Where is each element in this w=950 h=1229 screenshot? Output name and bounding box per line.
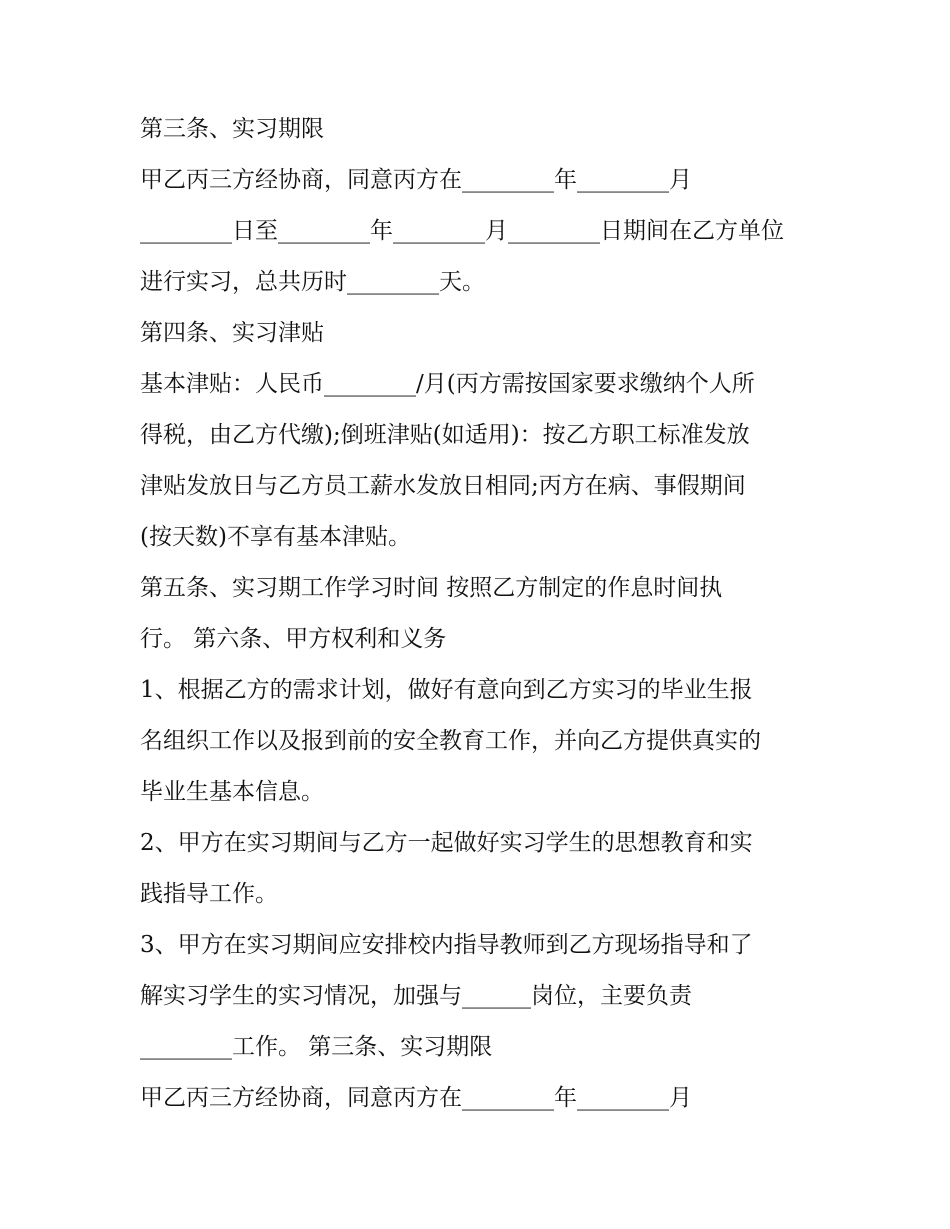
paragraph-line: 津贴发放日与乙方员工薪水发放日相同;丙方在病、事假期间 <box>140 473 746 499</box>
paragraph-line: 得税，由乙方代缴);倒班津贴(如适用)：按乙方职工标准发放 <box>140 422 750 448</box>
paragraph-line: 甲乙丙三方经协商，同意丙方在________年________月 <box>140 1085 692 1111</box>
heading-article-4: 第四条、实习津贴 <box>140 320 324 346</box>
list-item-1: 1、根据乙方的需求计划，做好有意向到乙方实习的毕业生报 <box>140 677 753 703</box>
paragraph-line: 毕业生基本信息。 <box>140 779 324 805</box>
paragraph-line: 甲乙丙三方经协商，同意丙方在________年________月 <box>140 167 692 193</box>
list-item-2: 2、甲方在实习期间与乙方一起做好实习学生的思想教育和实 <box>140 830 753 856</box>
paragraph-line: 进行实习，总共历时________天。 <box>140 269 485 295</box>
paragraph-line: 名组织工作以及报到前的安全教育工作，并向乙方提供真实的 <box>140 728 761 754</box>
paragraph-line: 践指导工作。 <box>140 881 278 907</box>
heading-article-3: 第三条、实习期限 <box>140 116 324 142</box>
paragraph-line: 行。 第六条、甲方权利和义务 <box>140 626 447 652</box>
paragraph-line: ________工作。 第三条、实习期限 <box>140 1034 493 1060</box>
list-item-3: 3、甲方在实习期间应安排校内指导教师到乙方现场指导和了 <box>140 932 753 958</box>
paragraph-line: 基本津贴：人民币________/月(丙方需按国家要求缴纳个人所 <box>140 371 755 397</box>
heading-article-5: 第五条、实习期工作学习时间 按照乙方制定的作息时间执 <box>140 575 723 601</box>
paragraph-line: (按天数)不享有基本津贴。 <box>140 524 411 550</box>
paragraph-line: ________日至________年________月________日期间在乙方单位 <box>140 218 784 244</box>
paragraph-line: 解实习学生的实习情况，加强与______岗位，主要负责 <box>140 983 692 1009</box>
